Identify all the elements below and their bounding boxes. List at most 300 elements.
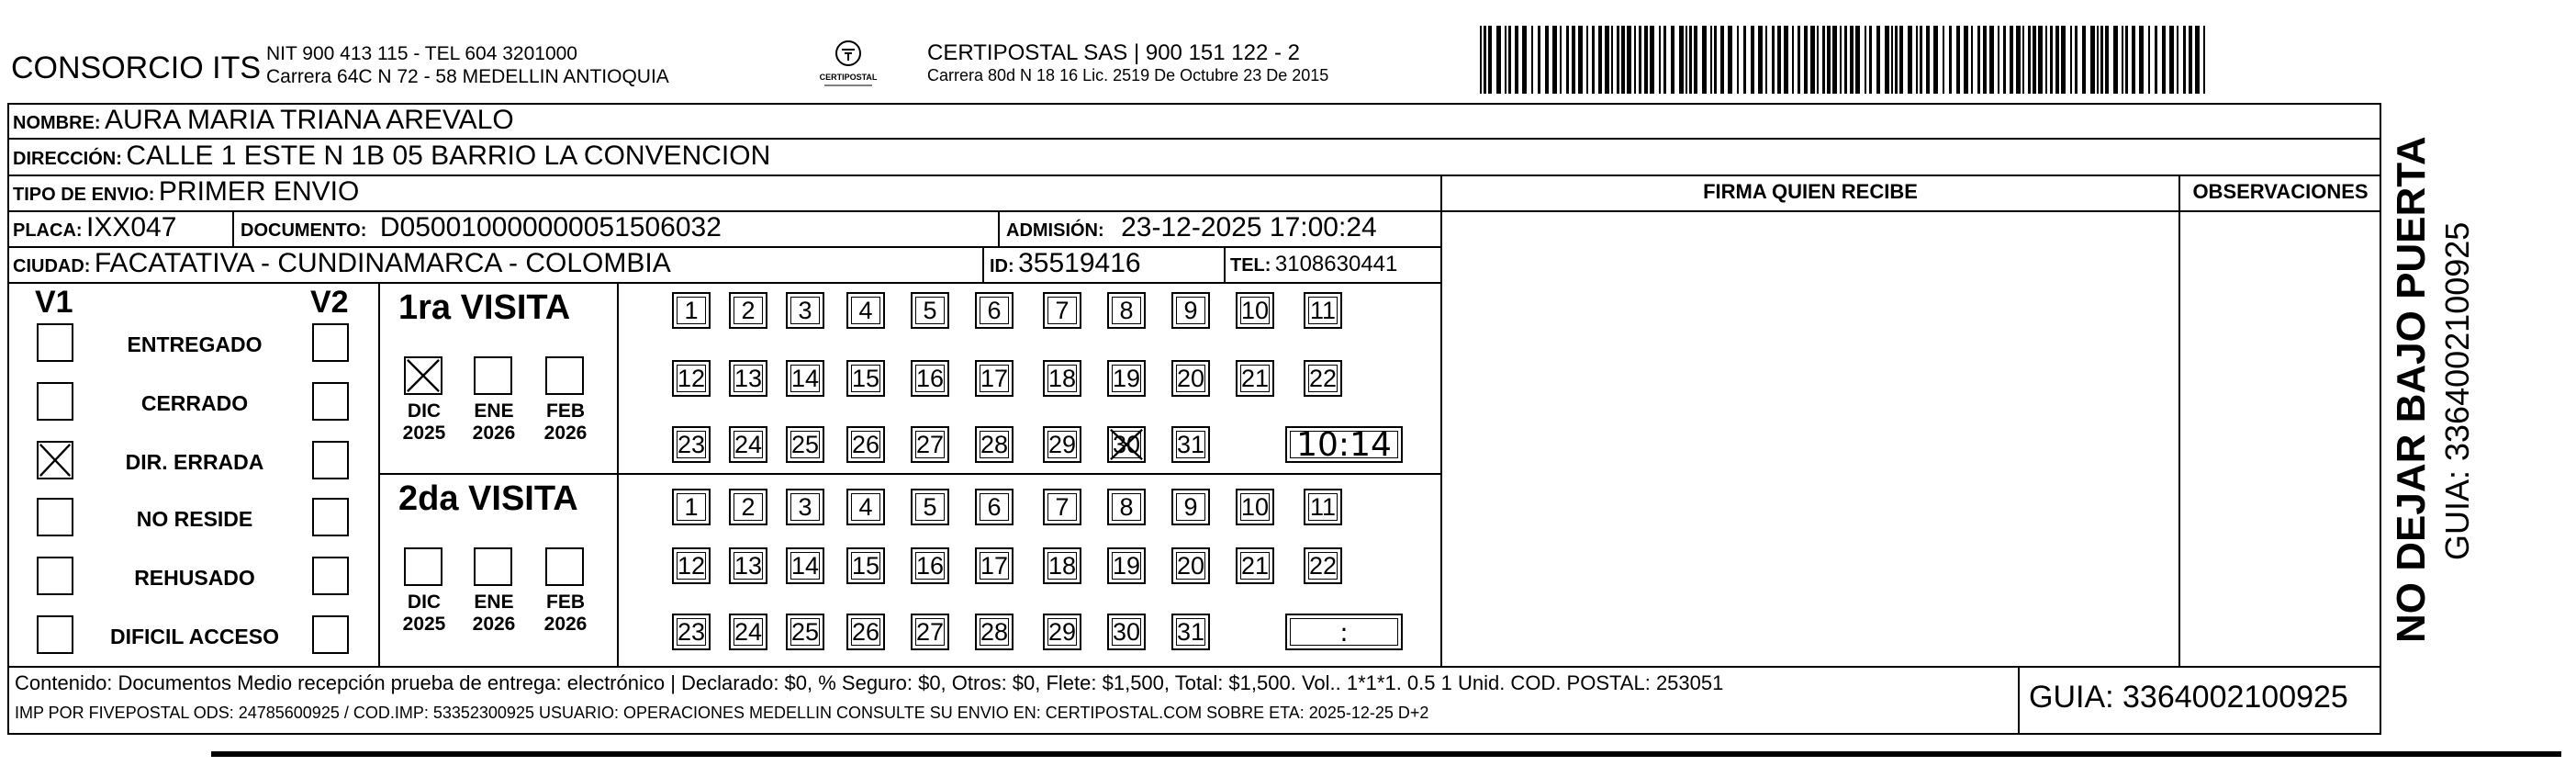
city-label: CIUDAD: bbox=[13, 256, 91, 276]
day-number: 7 bbox=[1055, 493, 1070, 521]
barcode-bar bbox=[1720, 26, 1724, 94]
barcode-bar bbox=[1702, 26, 1707, 94]
barcode-bar bbox=[1694, 26, 1697, 94]
v2-checkbox[interactable] bbox=[312, 382, 349, 421]
barcode-bar bbox=[1899, 26, 1903, 94]
first-visit-day-5[interactable] bbox=[911, 292, 949, 329]
first-visit-month-checkbox[interactable] bbox=[474, 356, 512, 395]
second-visit-day-7[interactable] bbox=[1043, 489, 1081, 525]
second-visit-day-9[interactable] bbox=[1171, 489, 1210, 525]
second-visit-day-2[interactable] bbox=[729, 489, 767, 525]
month-year: 2026 bbox=[472, 422, 516, 444]
id-row bbox=[990, 248, 1141, 279]
first-visit-day-14[interactable] bbox=[786, 360, 824, 397]
month-name: FEB bbox=[546, 591, 585, 613]
barcode-bar bbox=[1545, 26, 1549, 94]
barcode-bar bbox=[2177, 26, 2178, 94]
admission-row bbox=[1006, 212, 1377, 243]
barcode-bar bbox=[2028, 26, 2031, 94]
first-visit-day-17[interactable] bbox=[975, 360, 1014, 397]
first-visit-day-28[interactable] bbox=[975, 426, 1014, 463]
day-number: 3 bbox=[798, 297, 812, 324]
second-visit-day-24[interactable] bbox=[729, 614, 767, 650]
day-number: 20 bbox=[1176, 552, 1205, 580]
barcode-bar bbox=[1634, 26, 1636, 94]
v2-checkbox[interactable] bbox=[312, 498, 349, 536]
v1-checkbox[interactable] bbox=[37, 557, 73, 595]
day-number: 11 bbox=[1309, 493, 1337, 521]
barcode-bar bbox=[1971, 26, 1973, 94]
barcode-bar bbox=[2148, 26, 2150, 94]
day-number: 21 bbox=[1240, 552, 1270, 580]
svg-text:CERTIPOSTAL: CERTIPOSTAL bbox=[819, 73, 878, 82]
day-number: 10 bbox=[1240, 297, 1270, 324]
barcode-bar bbox=[1578, 26, 1583, 94]
barcode-bar bbox=[1515, 26, 1518, 94]
second-visit-day-19[interactable] bbox=[1107, 547, 1146, 584]
barcode-bar bbox=[1598, 26, 1602, 94]
barcode-bar bbox=[1751, 26, 1754, 94]
day-number: 4 bbox=[858, 493, 873, 521]
barcode-bar bbox=[1572, 26, 1575, 94]
first-visit-month-checkbox[interactable] bbox=[545, 356, 584, 395]
carrier-info bbox=[927, 40, 1328, 85]
month-name: DIC bbox=[407, 400, 442, 422]
barcode-bar bbox=[1822, 26, 1825, 94]
first-visit-day-25[interactable] bbox=[786, 426, 824, 463]
second-visit-day-27[interactable] bbox=[911, 614, 949, 650]
second-visit-day-31[interactable] bbox=[1171, 614, 1210, 650]
first-visit-day-30[interactable] bbox=[1107, 426, 1146, 463]
status-option-label: CERRADO bbox=[140, 391, 249, 415]
address-row bbox=[13, 141, 770, 172]
second-visit-day-23[interactable] bbox=[672, 614, 711, 650]
barcode-bar bbox=[2010, 26, 2013, 94]
barcode-bar bbox=[1531, 26, 1533, 94]
barcode-bar bbox=[2003, 26, 2006, 94]
month-year: 2026 bbox=[472, 614, 516, 635]
day-number: 18 bbox=[1047, 552, 1077, 580]
barcode-bar bbox=[2155, 26, 2157, 94]
name-row bbox=[13, 105, 514, 136]
day-number: 7 bbox=[1055, 297, 1070, 324]
barcode-bar bbox=[1798, 26, 1800, 94]
barcode-bar bbox=[1508, 26, 1511, 94]
day-number: 15 bbox=[851, 552, 880, 580]
barcode-bar bbox=[1522, 26, 1527, 94]
month-year: 2025 bbox=[402, 614, 446, 635]
v1-header: V1 bbox=[35, 285, 73, 320]
day-number: 25 bbox=[790, 618, 820, 646]
barcode-bar bbox=[1686, 26, 1687, 94]
company-nit: NIT 900 413 115 - TEL 604 3201000 bbox=[266, 43, 577, 64]
tel-label: TEL: bbox=[1230, 255, 1271, 276]
city-row bbox=[13, 248, 671, 279]
v1-checkbox[interactable] bbox=[37, 615, 73, 654]
day-number: 13 bbox=[734, 552, 763, 580]
barcode-bar bbox=[1772, 26, 1775, 94]
day-number: 18 bbox=[1047, 365, 1077, 392]
barcode-bar bbox=[1505, 26, 1506, 94]
recipient-name: AURA MARIA TRIANA AREVALO bbox=[105, 105, 514, 135]
type-row bbox=[13, 176, 359, 208]
barcode-bar bbox=[1671, 26, 1674, 94]
status-option-label: ENTREGADO bbox=[127, 332, 263, 356]
barcode-bar bbox=[2082, 26, 2086, 94]
second-visit-month-label bbox=[398, 591, 450, 636]
second-visit-title: 2da VISITA bbox=[398, 479, 578, 518]
barcode-bar bbox=[1964, 26, 1968, 94]
first-visit-day-11[interactable] bbox=[1304, 292, 1342, 329]
barcode-bar bbox=[1710, 26, 1712, 94]
barcode-bar bbox=[1891, 26, 1893, 94]
barcode-bar bbox=[1480, 26, 1482, 94]
month-name: FEB bbox=[546, 400, 585, 422]
day-number: 22 bbox=[1308, 365, 1338, 392]
observations-area[interactable] bbox=[2180, 210, 2380, 666]
barcode-bar bbox=[1586, 26, 1588, 94]
first-visit-day-13[interactable] bbox=[729, 360, 767, 397]
month-name: ENE bbox=[474, 400, 514, 422]
barcode-bar bbox=[2183, 26, 2186, 94]
barcode-bar bbox=[1566, 26, 1569, 94]
day-number: 10 bbox=[1240, 493, 1270, 521]
day-number: 8 bbox=[1119, 297, 1134, 324]
barcode-bar bbox=[1933, 26, 1938, 94]
barcode-bar bbox=[1810, 26, 1815, 94]
day-number: 9 bbox=[1183, 297, 1198, 324]
admission-label: ADMISIÓN: bbox=[1006, 220, 1104, 241]
barcode-bar bbox=[1627, 26, 1631, 94]
footer-imp: IMP POR FIVEPOSTAL ODS: 24785600925 / COD.IMP: 53352300925 USUARIO: OPERACIONES MEDELLIN CONSULTE SU ENVIO EN: CERTIPOSTAL.COM SOBRE ETA: 2025-12-25 D+2 bbox=[15, 704, 1429, 722]
first-visit-day-23[interactable] bbox=[672, 426, 711, 463]
first-visit-day-31[interactable] bbox=[1171, 426, 1210, 463]
certipostal-logo bbox=[812, 37, 885, 92]
status-option-label: NO RESIDE bbox=[136, 507, 253, 531]
barcode-bar bbox=[2189, 26, 2192, 94]
day-number: 24 bbox=[734, 618, 763, 646]
barcode-bar bbox=[1496, 26, 1501, 94]
second-visit-day-8[interactable] bbox=[1107, 489, 1146, 525]
barcode-bar bbox=[1869, 26, 1872, 94]
barcode-bar bbox=[1639, 26, 1641, 94]
first-visit-day-7[interactable] bbox=[1043, 292, 1081, 329]
barcode-bar bbox=[1611, 26, 1613, 94]
company-info bbox=[266, 42, 669, 88]
day-number: 26 bbox=[851, 618, 880, 646]
second-visit-day-25[interactable] bbox=[786, 614, 824, 650]
barcode-bar bbox=[1876, 26, 1880, 94]
barcode-bar bbox=[1792, 26, 1794, 94]
first-visit-day-6[interactable] bbox=[975, 292, 1014, 329]
name-label: NOMBRE: bbox=[13, 113, 101, 133]
month-year: 2026 bbox=[543, 422, 588, 444]
second-visit-day-21[interactable] bbox=[1236, 547, 1274, 584]
second-visit-day-26[interactable] bbox=[846, 614, 885, 650]
first-visit-month-checkbox[interactable] bbox=[404, 356, 442, 395]
day-number: 16 bbox=[915, 552, 945, 580]
barcode-bar bbox=[1804, 26, 1808, 94]
tel-value: 3108630441 bbox=[1274, 252, 1398, 276]
first-visit-month-label bbox=[540, 400, 591, 445]
day-number: 17 bbox=[980, 365, 1009, 392]
status-option-label: DIR. ERRADA bbox=[125, 450, 264, 474]
first-visit-day-16[interactable] bbox=[911, 360, 949, 397]
barcode-bar bbox=[2016, 26, 2021, 94]
status-option-label: REHUSADO bbox=[134, 566, 255, 590]
second-visit-day-13[interactable] bbox=[729, 547, 767, 584]
day-number: 5 bbox=[923, 297, 937, 324]
second-visit-day-22[interactable] bbox=[1304, 547, 1342, 584]
first-visit-day-2[interactable] bbox=[729, 292, 767, 329]
barcode-bar bbox=[1916, 26, 1918, 94]
status-option-label: DIFICIL ACCESO bbox=[109, 625, 279, 648]
barcode-bar bbox=[2061, 26, 2066, 94]
day-number: 31 bbox=[1176, 431, 1205, 458]
second-visit-day-4[interactable] bbox=[846, 489, 885, 525]
plate-row bbox=[13, 212, 176, 243]
day-number: 8 bbox=[1119, 493, 1134, 521]
first-visit-day-12[interactable] bbox=[672, 360, 711, 397]
barcode-bar bbox=[1850, 26, 1854, 94]
day-number: 1 bbox=[684, 297, 699, 324]
barcode-bar bbox=[1765, 26, 1767, 94]
first-visit-day-8[interactable] bbox=[1107, 292, 1146, 329]
first-visit-day-22[interactable] bbox=[1304, 360, 1342, 397]
barcode-bar bbox=[2070, 26, 2072, 94]
first-visit-day-1[interactable] bbox=[672, 292, 711, 329]
barcode-bar bbox=[1949, 26, 1952, 94]
day-number: 9 bbox=[1183, 493, 1198, 521]
barcode-bar bbox=[1679, 26, 1684, 94]
v1-checkbox[interactable] bbox=[37, 382, 73, 421]
month-name: ENE bbox=[474, 591, 514, 613]
first-visit-day-4[interactable] bbox=[846, 292, 885, 329]
plate-label: PLACA: bbox=[13, 220, 83, 241]
day-number: 19 bbox=[1112, 365, 1141, 392]
first-visit-day-29[interactable] bbox=[1043, 426, 1081, 463]
second-visit-month-checkbox[interactable] bbox=[545, 547, 584, 586]
barcode-bar bbox=[1784, 26, 1788, 94]
day-number: 12 bbox=[677, 365, 706, 392]
day-number: 6 bbox=[987, 493, 1002, 521]
day-number: 30 bbox=[1112, 431, 1141, 458]
first-visit-title: 1ra VISITA bbox=[398, 288, 571, 327]
barcode-bar bbox=[1908, 26, 1912, 94]
second-visit-day-12[interactable] bbox=[672, 547, 711, 584]
day-number: 3 bbox=[798, 493, 812, 521]
barcode-bar bbox=[1605, 26, 1609, 94]
first-visit-month-label bbox=[468, 400, 520, 445]
day-number: 21 bbox=[1240, 365, 1270, 392]
barcode-bar bbox=[1552, 26, 1557, 94]
day-number: 28 bbox=[980, 431, 1009, 458]
day-number: 27 bbox=[915, 618, 945, 646]
second-visit-month-checkbox[interactable] bbox=[474, 547, 512, 586]
v1-checkbox[interactable] bbox=[37, 498, 73, 536]
barcode-bar bbox=[2113, 26, 2118, 94]
barcode-bar bbox=[2050, 26, 2053, 94]
barcode-bar bbox=[1827, 26, 1831, 94]
barcode-bar bbox=[1689, 26, 1692, 94]
month-year: 2025 bbox=[402, 422, 446, 444]
first-visit-day-19[interactable] bbox=[1107, 360, 1146, 397]
barcode-bar bbox=[2090, 26, 2095, 94]
day-number: 29 bbox=[1047, 618, 1077, 646]
barcode-bar bbox=[2162, 26, 2166, 94]
day-cross-mark bbox=[1109, 428, 1144, 461]
barcode-bar bbox=[2075, 26, 2078, 94]
first-visit-day-24[interactable] bbox=[729, 426, 767, 463]
barcode-bar bbox=[1998, 26, 1999, 94]
signature-area[interactable] bbox=[1442, 210, 2178, 666]
barcode-bar bbox=[1983, 26, 1987, 94]
barcode-bar bbox=[2100, 26, 2103, 94]
barcode-bar bbox=[2195, 26, 2200, 94]
barcode-bar bbox=[2203, 26, 2205, 94]
day-number: 14 bbox=[790, 365, 820, 392]
day-number: 14 bbox=[790, 552, 820, 580]
barcode-bar bbox=[1943, 26, 1944, 94]
second-visit-day-18[interactable] bbox=[1043, 547, 1081, 584]
barcode-bar bbox=[1865, 26, 1866, 94]
document-value: D050010000000051506032 bbox=[379, 212, 722, 242]
barcode-bar bbox=[1920, 26, 1922, 94]
barcode-bar bbox=[1956, 26, 1960, 94]
barcode-bar bbox=[1650, 26, 1654, 94]
day-number: 16 bbox=[915, 365, 945, 392]
day-number: 17 bbox=[980, 552, 1009, 580]
barcode-bar bbox=[1488, 26, 1492, 94]
second-visit-time-box[interactable]: : bbox=[1285, 614, 1403, 650]
barcode-bar bbox=[2045, 26, 2047, 94]
second-visit-day-3[interactable] bbox=[786, 489, 824, 525]
barcode-bar bbox=[1737, 26, 1739, 94]
barcode-bar bbox=[1663, 26, 1666, 94]
day-number: 23 bbox=[677, 431, 706, 458]
barcode-bar bbox=[1714, 26, 1717, 94]
barcode-bar bbox=[1728, 26, 1732, 94]
second-visit-day-29[interactable] bbox=[1043, 614, 1081, 650]
second-visit-month-label bbox=[540, 591, 591, 636]
signature-header: FIRMA QUIEN RECIBE bbox=[1703, 180, 1918, 203]
barcode-bar bbox=[1832, 26, 1837, 94]
barcode-bar bbox=[2125, 26, 2128, 94]
second-visit-day-6[interactable] bbox=[975, 489, 1014, 525]
second-visit-day-1[interactable] bbox=[672, 489, 711, 525]
barcode bbox=[1480, 26, 2205, 94]
day-number: 1 bbox=[684, 493, 699, 521]
barcode-bar bbox=[1659, 26, 1661, 94]
v2-checkbox[interactable] bbox=[312, 557, 349, 595]
day-number: 19 bbox=[1112, 552, 1141, 580]
no-under-door-warning: NO DEJAR BAJO PUERTA bbox=[2389, 136, 2434, 643]
first-visit-time-box[interactable]: 10:14 bbox=[1285, 426, 1403, 463]
v1-checkbox[interactable] bbox=[37, 441, 73, 479]
barcode-bar bbox=[1989, 26, 1994, 94]
barcode-bar bbox=[2122, 26, 2123, 94]
barcode-bar bbox=[1840, 26, 1842, 94]
second-visit-day-15[interactable] bbox=[846, 547, 885, 584]
second-visit-month-checkbox[interactable] bbox=[404, 547, 442, 586]
footer-content: Contenido: Documentos Medio recepción prueba de entrega: electrónico | Declarado: $0, % Seguro: $0, Otros: $0, Flete: $1,500, Total: $1,500. Vol.. 1*1*1. 0.5 1 Unid. COD. POSTAL: 253051 bbox=[15, 671, 1724, 694]
barcode-bar bbox=[2022, 26, 2024, 94]
barcode-bar bbox=[2169, 26, 2174, 94]
barcode-bar bbox=[1817, 26, 1819, 94]
day-number: 23 bbox=[677, 618, 706, 646]
first-visit-day-27[interactable] bbox=[911, 426, 949, 463]
barcode-bar bbox=[1617, 26, 1619, 94]
second-visit-day-30[interactable] bbox=[1107, 614, 1146, 650]
city-value: FACATATIVA - CUNDINAMARCA - COLOMBIA bbox=[94, 248, 671, 278]
barcode-bar bbox=[2097, 26, 2099, 94]
first-visit-day-15[interactable] bbox=[846, 360, 885, 397]
second-visit-day-28[interactable] bbox=[975, 614, 1014, 650]
barcode-bar bbox=[1592, 26, 1595, 94]
barcode-bar bbox=[1895, 26, 1898, 94]
first-visit-day-21[interactable] bbox=[1236, 360, 1274, 397]
day-number: 25 bbox=[790, 431, 820, 458]
day-number: 29 bbox=[1047, 431, 1077, 458]
barcode-bar bbox=[1484, 26, 1486, 94]
second-visit-day-14[interactable] bbox=[786, 547, 824, 584]
second-visit-day-10[interactable] bbox=[1236, 489, 1274, 525]
day-number: 2 bbox=[741, 297, 756, 324]
day-number: 5 bbox=[923, 493, 937, 521]
observations-header: OBSERVACIONES bbox=[2192, 180, 2369, 203]
first-visit-day-18[interactable] bbox=[1043, 360, 1081, 397]
month-name: DIC bbox=[407, 591, 442, 613]
second-visit-day-11[interactable] bbox=[1304, 489, 1342, 525]
first-visit-day-10[interactable] bbox=[1236, 292, 1274, 329]
barcode-bar bbox=[1538, 26, 1540, 94]
second-visit-day-17[interactable] bbox=[975, 547, 1014, 584]
day-number: 24 bbox=[734, 431, 763, 458]
v2-checkbox[interactable] bbox=[312, 615, 349, 654]
second-visit-day-5[interactable] bbox=[911, 489, 949, 525]
barcode-bar bbox=[2105, 26, 2109, 94]
barcode-bar bbox=[1644, 26, 1648, 94]
first-visit-day-3[interactable] bbox=[786, 292, 824, 329]
day-number: 26 bbox=[851, 431, 880, 458]
barcode-bar bbox=[1621, 26, 1625, 94]
barcode-bar bbox=[1977, 26, 1980, 94]
bottom-border-line bbox=[211, 751, 2561, 757]
first-visit-day-26[interactable] bbox=[846, 426, 885, 463]
admission-value: 23-12-2025 17:00:24 bbox=[1121, 212, 1377, 242]
second-visit-day-20[interactable] bbox=[1171, 547, 1210, 584]
id-value: 35519416 bbox=[1018, 248, 1141, 278]
month-year: 2026 bbox=[543, 614, 588, 635]
first-visit-month-label bbox=[398, 400, 450, 445]
barcode-bar bbox=[1926, 26, 1930, 94]
plate-value: IXX047 bbox=[86, 212, 177, 242]
second-visit-day-16[interactable] bbox=[911, 547, 949, 584]
v2-header: V2 bbox=[310, 285, 349, 320]
day-number: 13 bbox=[734, 365, 763, 392]
v2-checkbox[interactable] bbox=[312, 441, 349, 479]
tel-row bbox=[1230, 252, 1397, 277]
first-visit-day-9[interactable] bbox=[1171, 292, 1210, 329]
barcode-bar bbox=[2055, 26, 2059, 94]
v1-checkbox[interactable] bbox=[37, 323, 73, 362]
barcode-bar bbox=[1743, 26, 1746, 94]
company-address: Carrera 64C N 72 - 58 MEDELLIN ANTIOQUIA bbox=[266, 66, 669, 87]
v2-checkbox[interactable] bbox=[312, 323, 349, 362]
day-number: 4 bbox=[858, 297, 873, 324]
address-label: DIRECCIÓN: bbox=[13, 149, 122, 169]
first-visit-day-20[interactable] bbox=[1171, 360, 1210, 397]
